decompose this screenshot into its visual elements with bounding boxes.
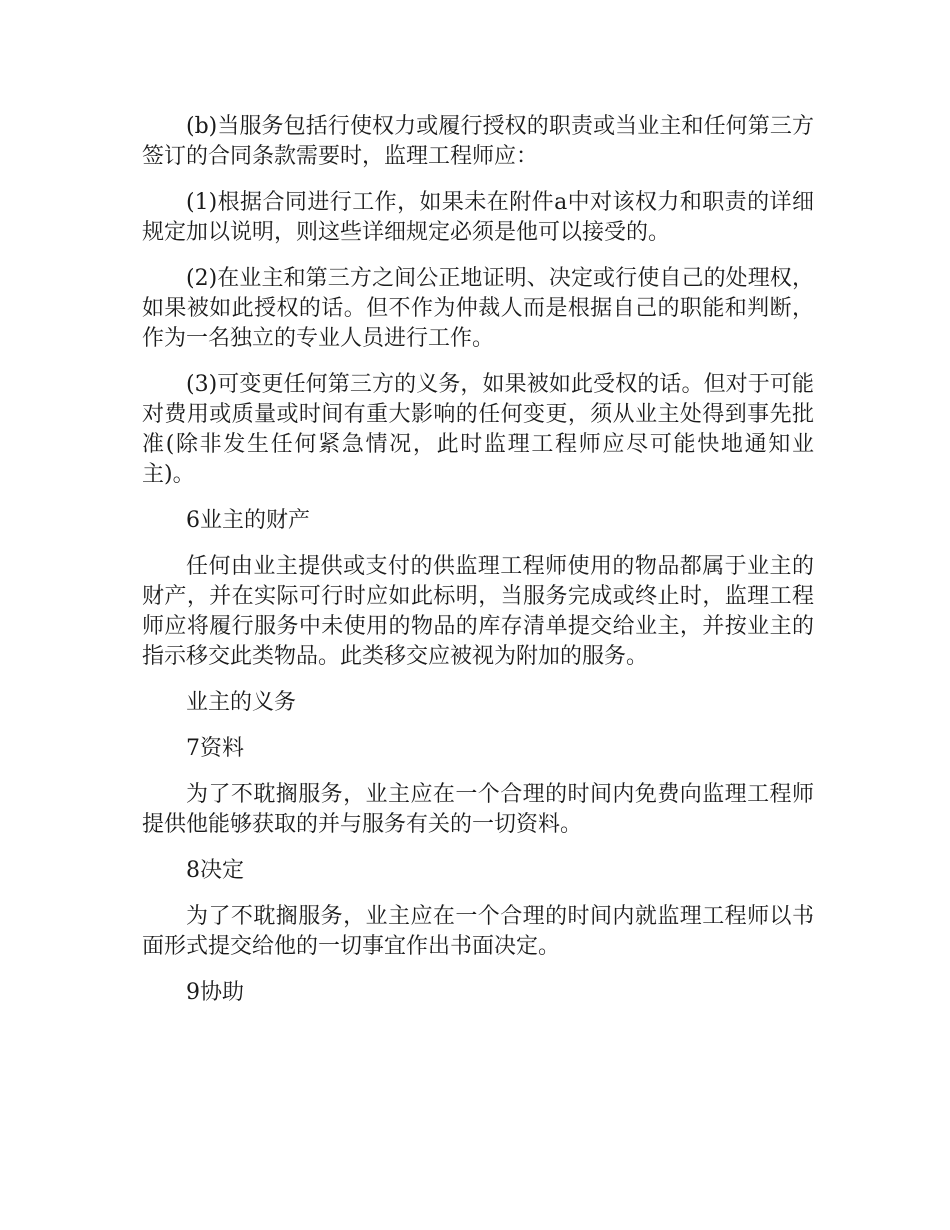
document-body xyxy=(142,112,814,1024)
section-heading-6: 6业主的财产 xyxy=(186,508,310,533)
section-heading-8: 8决定 xyxy=(186,858,244,883)
section-heading-7: 7资料 xyxy=(186,736,244,761)
paragraph-section-8: 为了不耽搁服务，业主应在一个合理的时间内就监理工程师以书面形式提交给他的一切事宜作出书面决定。 xyxy=(142,904,814,959)
paragraph-item-1: (1)根据合同进行工作，如果未在附件a中对该权力和职责的详细规定加以说明，则这些详细规定必须是他可以接受的。 xyxy=(142,190,814,245)
paragraph-item-3: (3)可变更任何第三方的义务，如果被如此受权的话。但对于可能对费用或质量或时间有重大影响的任何变更，须从业主处得到事先批准(除非发生任何紧急情况，此时监理工程师应尽可能快地通知业主)。 xyxy=(142,372,814,487)
chapter-heading-owner-obligations: 业主的义务 xyxy=(186,690,297,715)
paragraph-b-clause: (b)当服务包括行使权力或履行授权的职责或当业主和任何第三方签订的合同条款需要时，监理工程师应： xyxy=(142,114,814,169)
paragraph-section-6: 任何由业主提供或支付的供监理工程师使用的物品都属于业主的财产，并在实际可行时应如此标明，当服务完成或终止时，监理工程师应将履行服务中未使用的物品的库存清单提交给业主，并按业主的指示移交此类物品。此类移交应被视为附加的服务。 xyxy=(142,554,814,669)
section-heading-9: 9协助 xyxy=(186,980,244,1005)
paragraph-item-2: (2)在业主和第三方之间公正地证明、决定或行使自己的处理权，如果被如此授权的话。但不作为仲裁人而是根据自己的职能和判断，作为一名独立的专业人员进行工作。 xyxy=(142,266,814,351)
paragraph-section-7: 为了不耽搁服务，业主应在一个合理的时间内免费向监理工程师提供他能够获取的并与服务有关的一切资料。 xyxy=(142,782,814,837)
